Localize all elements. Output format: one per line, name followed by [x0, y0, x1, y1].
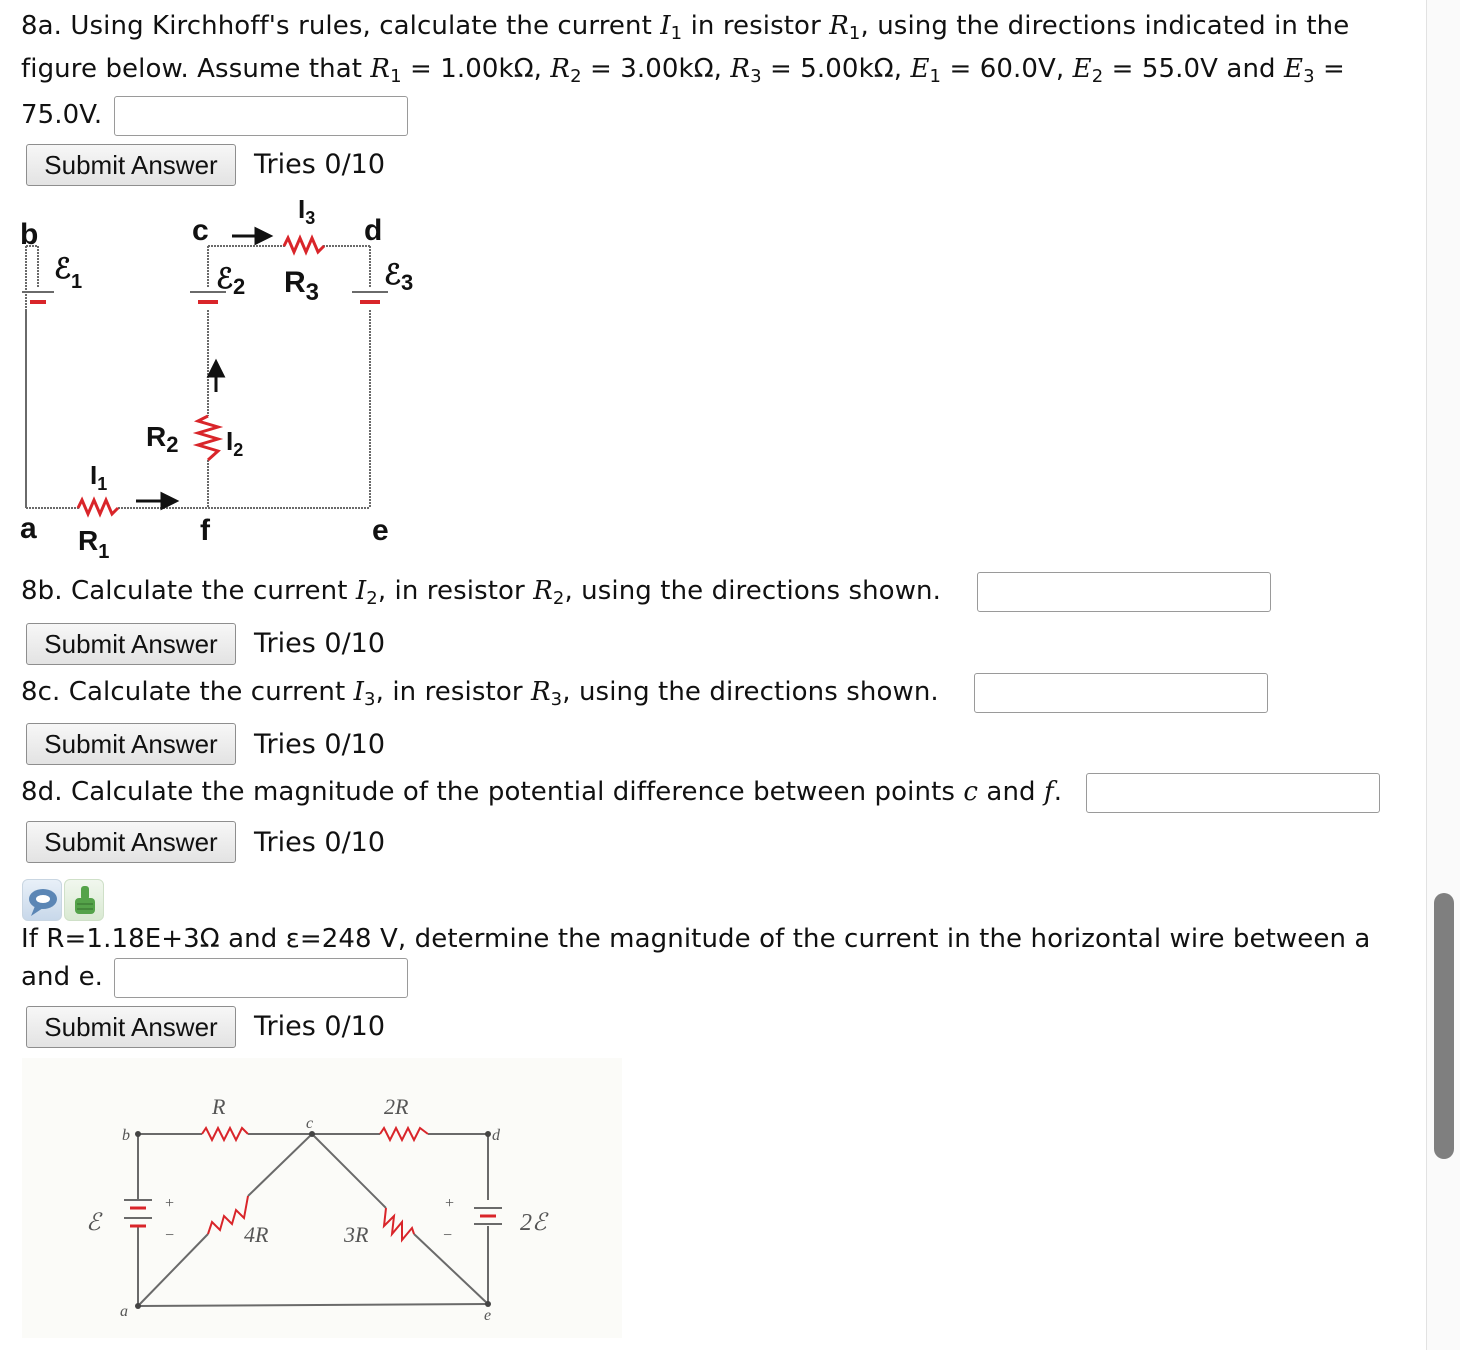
- resistor-r1: [78, 500, 118, 514]
- label-i3: $I_3$: [298, 194, 316, 228]
- q8b-tries: Tries 0/10: [254, 628, 386, 659]
- node-b-dot: [135, 1131, 141, 1137]
- label-r3: $R_3$: [284, 266, 320, 306]
- resistor-r3: [284, 238, 324, 252]
- node-d-dot: [485, 1131, 491, 1137]
- arrow-i3-head: [256, 229, 270, 243]
- node-a-dot: [135, 1303, 141, 1309]
- chat-bubble-icon: [23, 880, 63, 922]
- bridge-circuit-figure: [22, 1058, 622, 1338]
- kirchhoff-circuit-figure: [18, 188, 438, 568]
- q8a-answer-input[interactable]: [114, 96, 408, 136]
- label-node-a: a: [120, 1303, 128, 1320]
- q9-tries: Tries 0/10: [254, 1011, 386, 1042]
- node-a-label: a: [20, 512, 37, 545]
- label-r2: $R_2$: [146, 421, 179, 457]
- q8c-text: 8c. Calculate the current $I_3$, in resistor $R_3$, using the directions shown.: [21, 677, 939, 710]
- vertical-scrollbar[interactable]: [1426, 0, 1460, 1350]
- node-b-label: b: [20, 218, 39, 251]
- q8b-answer-input[interactable]: [977, 572, 1271, 612]
- q8a-line1: 8a. Using Kirchhoff's rules, calculate the current $I_1$ in resistor $R_1$, using the directions indicated in the: [21, 11, 1350, 44]
- q8b-text: 8b. Calculate the current $I_2$, in resistor $R_2$, using the directions shown.: [21, 576, 942, 609]
- q9-line1: If R=1.18E+3Ω and ε=248 V, determine the magnitude of the current in the horizontal wire between a: [21, 924, 1371, 954]
- q8a-line2: figure below. Assume that $R_1 = 1.00k\Omega$, $R_2 = 3.00k\Omega$, $R_3 = 5.00k\Omega$, $E_1 = 60.0V$, $E_2 = 55.0V$ and $E_3$ =: [21, 54, 1345, 87]
- arrow-i1-head: [162, 494, 176, 508]
- node-c-label: c: [192, 214, 209, 247]
- label-emf-2e: 2ℰ: [520, 1210, 547, 1236]
- label-emf-e: ℰ: [86, 1210, 101, 1236]
- label-r: R: [212, 1094, 226, 1119]
- label-plus-right: +: [444, 1195, 455, 1212]
- q8d-answer-input[interactable]: [1086, 773, 1380, 813]
- label-node-c: c: [306, 1115, 314, 1132]
- q8b-submit-button[interactable]: Submit Answer: [26, 623, 236, 665]
- scrollbar-thumb[interactable]: [1434, 893, 1454, 1159]
- thumbs-up-button[interactable]: [64, 879, 104, 921]
- figure-background: [22, 1058, 622, 1338]
- label-e1: ℰ$_1$: [54, 253, 83, 293]
- label-node-e: e: [484, 1307, 492, 1324]
- q9-answer-input[interactable]: [114, 958, 408, 998]
- q8c-answer-input[interactable]: [974, 673, 1268, 713]
- label-plus-left: +: [164, 1195, 175, 1212]
- node-d-label: d: [364, 214, 383, 247]
- label-r1: $R_1$: [78, 525, 110, 563]
- battery-e3: [352, 292, 388, 302]
- label-e2: ℰ$_2$: [216, 263, 246, 299]
- label-i2: $I_2$: [226, 426, 244, 460]
- q8a-submit-button[interactable]: Submit Answer: [26, 144, 236, 186]
- label-i1: $I_1$: [90, 460, 108, 494]
- q8a-line3: 75.0V.: [21, 100, 103, 130]
- q8a-tries: Tries 0/10: [254, 149, 386, 180]
- q8c-tries: Tries 0/10: [254, 729, 386, 760]
- resistor-r2: [198, 416, 218, 460]
- label-2r: 2R: [384, 1094, 409, 1119]
- q8d-text: 8d. Calculate the magnitude of the potential difference between points c and f.: [21, 777, 1063, 807]
- label-e3: ℰ$_3$: [384, 259, 414, 295]
- q9-submit-button[interactable]: Submit Answer: [26, 1006, 236, 1048]
- node-f-label: f: [200, 514, 210, 547]
- thumbs-up-icon: [65, 880, 105, 922]
- q8d-submit-button[interactable]: Submit Answer: [26, 821, 236, 863]
- label-4r: 4R: [244, 1222, 269, 1247]
- label-3r: 3R: [344, 1222, 369, 1247]
- q8d-tries: Tries 0/10: [254, 827, 386, 858]
- label-node-d: d: [492, 1127, 500, 1144]
- node-e-label: e: [372, 514, 389, 547]
- label-minus-left: −: [164, 1227, 175, 1244]
- discussion-button[interactable]: [22, 879, 62, 921]
- arrow-i2-head: [209, 362, 223, 376]
- label-node-b: b: [122, 1127, 130, 1144]
- q9-line2: and e.: [21, 962, 104, 992]
- q8c-submit-button[interactable]: Submit Answer: [26, 723, 236, 765]
- label-minus-right: −: [442, 1227, 453, 1244]
